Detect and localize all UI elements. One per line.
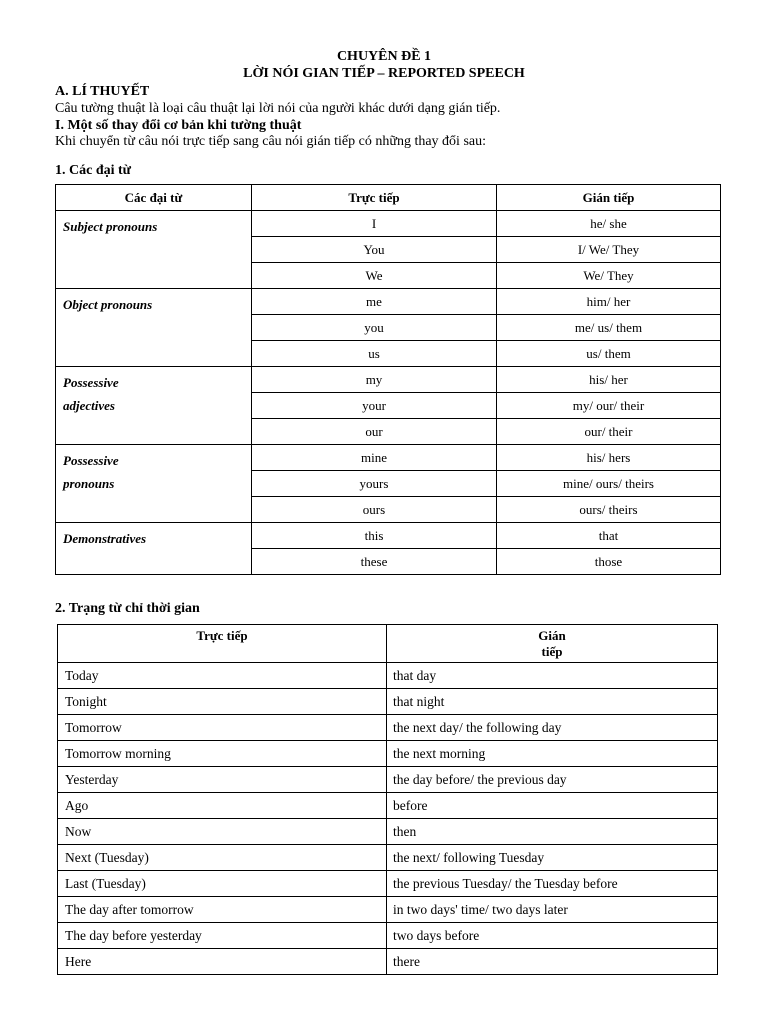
section-a-heading: A. LÍ THUYẾT — [55, 84, 150, 99]
time-indirect-cell: that night — [387, 689, 718, 715]
table-row — [56, 211, 721, 237]
time-direct-cell: Ago — [58, 793, 387, 819]
pronoun-direct-cell: this — [252, 523, 497, 549]
table-row — [58, 715, 718, 741]
document-title-line2: LỜI NÓI GIAN TIẾP – REPORTED SPEECH — [243, 66, 525, 81]
pronoun-direct-cell: I — [252, 211, 497, 237]
table-row — [58, 923, 718, 949]
pronoun-indirect-cell: him/ her — [497, 289, 721, 315]
table-row — [58, 897, 718, 923]
time-adverbs-table — [57, 624, 718, 975]
table-row — [58, 793, 718, 819]
pronoun-category-line2: adjectives — [63, 398, 115, 413]
time-header-row — [58, 625, 718, 663]
time-header-direct: Trực tiếp — [58, 625, 387, 663]
pronoun-indirect-cell: mine/ ours/ theirs — [497, 471, 721, 497]
section-i-heading: I. Một số thay đổi cơ bản khi tường thuật — [55, 118, 302, 133]
pronoun-indirect-cell: his/ hers — [497, 445, 721, 471]
table-row — [58, 767, 718, 793]
pronoun-indirect-cell: he/ she — [497, 211, 721, 237]
time-header-indirect-line1: Gián — [538, 628, 566, 643]
pronoun-category — [56, 289, 252, 367]
time-indirect-cell: the next day/ the following day — [387, 715, 718, 741]
time-direct-cell: Last (Tuesday) — [58, 871, 387, 897]
table-row — [56, 445, 721, 471]
pronoun-indirect-cell: our/ their — [497, 419, 721, 445]
pronoun-category-line1: Subject pronouns — [63, 219, 158, 234]
pronoun-direct-cell: mine — [252, 445, 497, 471]
pronouns-header-direct: Trực tiếp — [252, 185, 497, 211]
table-row — [58, 845, 718, 871]
pronoun-category — [56, 367, 252, 445]
pronoun-category-line1: Object pronouns — [63, 297, 153, 312]
pronoun-indirect-cell: I/ We/ They — [497, 237, 721, 263]
pronoun-category-line1: Possessive — [63, 453, 119, 468]
section-2-heading: 2. Trạng từ chỉ thời gian — [55, 601, 200, 616]
pronoun-category — [56, 445, 252, 523]
time-direct-cell: Next (Tuesday) — [58, 845, 387, 871]
table-row — [58, 663, 718, 689]
time-indirect-cell: the next morning — [387, 741, 718, 767]
pronoun-category-line1: Possessive — [63, 375, 119, 390]
pronoun-direct-cell: you — [252, 315, 497, 341]
definition-text: Câu tường thuật là loại câu thuật lại lời nói của người khác dưới dạng gián tiếp. — [55, 101, 501, 116]
table-row — [58, 819, 718, 845]
pronoun-category — [56, 211, 252, 289]
pronoun-direct-cell: ours — [252, 497, 497, 523]
pronoun-indirect-cell: We/ They — [497, 263, 721, 289]
time-header-indirect — [387, 625, 718, 663]
time-direct-cell: Tomorrow — [58, 715, 387, 741]
pronoun-indirect-cell: those — [497, 549, 721, 575]
pronoun-category — [56, 523, 252, 575]
pronoun-indirect-cell: me/ us/ them — [497, 315, 721, 341]
time-header-indirect-line2: tiếp — [541, 644, 563, 659]
time-indirect-cell: two days before — [387, 923, 718, 949]
pronoun-direct-cell: our — [252, 419, 497, 445]
time-direct-cell: The day after tomorrow — [58, 897, 387, 923]
time-indirect-cell: the next/ following Tuesday — [387, 845, 718, 871]
pronoun-category-line1: Demonstratives — [63, 531, 147, 546]
pronoun-indirect-cell: that — [497, 523, 721, 549]
document-title-line1: CHUYÊN ĐỀ 1 — [336, 49, 432, 64]
table-row — [56, 523, 721, 549]
time-direct-cell: The day before yesterday — [58, 923, 387, 949]
table-row — [58, 689, 718, 715]
pronoun-direct-cell: You — [252, 237, 497, 263]
time-direct-cell: Now — [58, 819, 387, 845]
time-direct-cell: Yesterday — [58, 767, 387, 793]
pronoun-category-line2: pronouns — [63, 476, 115, 491]
pronouns-table — [55, 184, 721, 575]
transition-text: Khi chuyển từ câu nói trực tiếp sang câu nói gián tiếp có những thay đổi sau: — [55, 134, 486, 149]
pronoun-direct-cell: We — [252, 263, 497, 289]
table-row — [58, 871, 718, 897]
pronouns-header-indirect: Gián tiếp — [497, 185, 721, 211]
time-indirect-cell: the previous Tuesday/ the Tuesday before — [387, 871, 718, 897]
pronouns-header-row — [56, 185, 721, 211]
time-indirect-cell: that day — [387, 663, 718, 689]
pronouns-header-category: Các đại từ — [56, 185, 252, 211]
time-direct-cell: Today — [58, 663, 387, 689]
time-direct-cell: Tonight — [58, 689, 387, 715]
table-row — [56, 289, 721, 315]
section-1-heading: 1. Các đại từ — [55, 163, 132, 178]
pronoun-indirect-cell: us/ them — [497, 341, 721, 367]
time-indirect-cell: in two days' time/ two days later — [387, 897, 718, 923]
pronoun-direct-cell: my — [252, 367, 497, 393]
time-indirect-cell: then — [387, 819, 718, 845]
pronoun-direct-cell: us — [252, 341, 497, 367]
pronoun-indirect-cell: ours/ theirs — [497, 497, 721, 523]
table-row — [58, 949, 718, 975]
time-indirect-cell: there — [387, 949, 718, 975]
table-row — [56, 367, 721, 393]
time-direct-cell: Tomorrow morning — [58, 741, 387, 767]
pronoun-indirect-cell: my/ our/ their — [497, 393, 721, 419]
time-direct-cell: Here — [58, 949, 387, 975]
time-indirect-cell: before — [387, 793, 718, 819]
pronoun-direct-cell: me — [252, 289, 497, 315]
pronoun-direct-cell: yours — [252, 471, 497, 497]
pronoun-indirect-cell: his/ her — [497, 367, 721, 393]
pronoun-direct-cell: your — [252, 393, 497, 419]
table-row — [58, 741, 718, 767]
time-indirect-cell: the day before/ the previous day — [387, 767, 718, 793]
pronoun-direct-cell: these — [252, 549, 497, 575]
